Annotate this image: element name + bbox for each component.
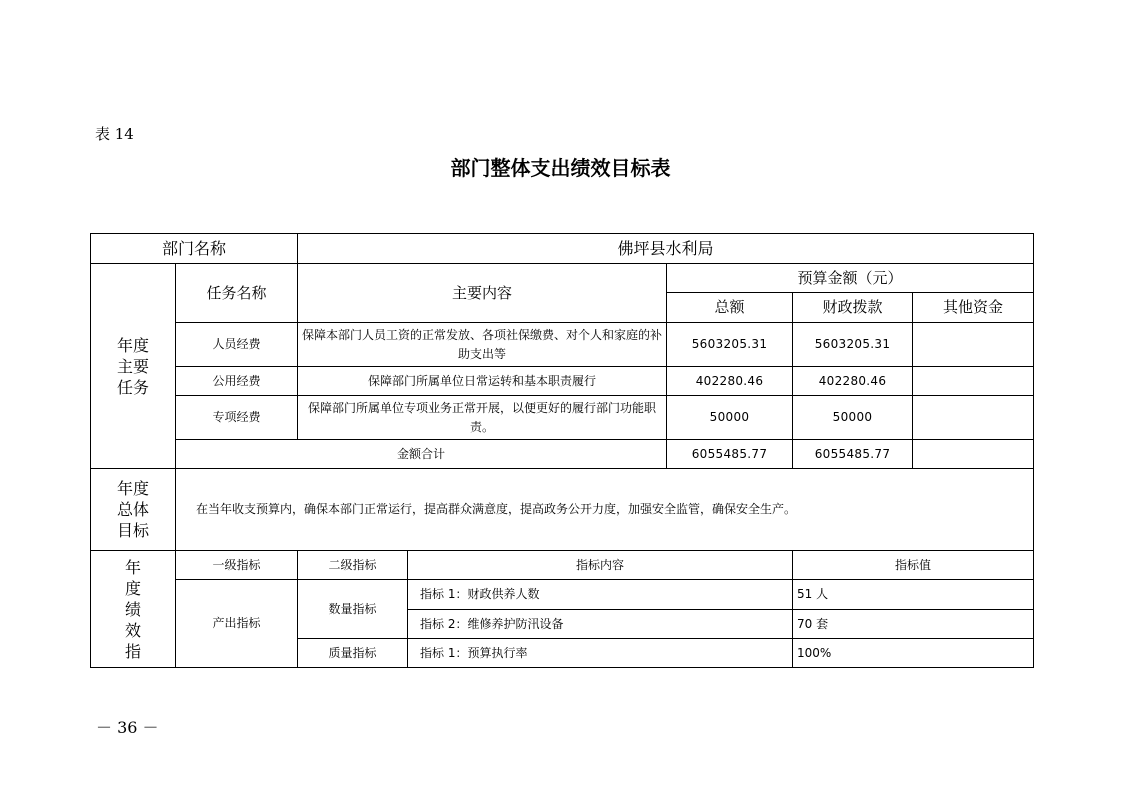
overall-goal-row bbox=[91, 469, 1034, 551]
task-other bbox=[913, 367, 1034, 396]
indicator-content: 指标 1：预算执行率 bbox=[408, 639, 793, 668]
page-title: 部门整体支出绩效目标表 bbox=[450, 156, 671, 180]
sum-row bbox=[91, 440, 1034, 469]
table-row bbox=[91, 367, 1034, 396]
other-funds-header: 其他资金 bbox=[913, 293, 1034, 323]
task-fiscal: 5603205.31 bbox=[793, 323, 913, 367]
level2-indicator: 数量指标 bbox=[298, 580, 408, 639]
level1-indicator-header: 一级指标 bbox=[176, 551, 298, 580]
total-header: 总额 bbox=[667, 293, 793, 323]
overall-goal-text: 在当年收支预算内，确保本部门正常运行，提高群众满意度，提高政务公开力度，加强安全监管，确保安全生产。 bbox=[176, 469, 1034, 551]
performance-target-table bbox=[90, 233, 1034, 668]
budget-amount-header: 预算金额（元） bbox=[667, 264, 1034, 293]
annual-tasks-row-label: 年度 主要 任务 bbox=[91, 264, 176, 469]
sum-label: 金额合计 bbox=[176, 440, 667, 469]
level2-indicator-header: 二级指标 bbox=[298, 551, 408, 580]
tasks-header-row bbox=[91, 264, 1034, 293]
sum-total: 6055485.77 bbox=[667, 440, 793, 469]
table-row bbox=[91, 396, 1034, 440]
page-number: － 36 － bbox=[96, 718, 159, 737]
indicator-value: 70 套 bbox=[793, 610, 1034, 639]
indicator-content: 指标 2：维修养护防汛设备 bbox=[408, 610, 793, 639]
table-number-label: 表 14 bbox=[95, 125, 134, 143]
table-row bbox=[91, 580, 1034, 610]
department-row bbox=[91, 234, 1034, 264]
performance-indicators-row-label: 年 度 绩 效 指 bbox=[91, 551, 176, 668]
task-other bbox=[913, 396, 1034, 440]
task-total: 402280.46 bbox=[667, 367, 793, 396]
sum-fiscal: 6055485.77 bbox=[793, 440, 913, 469]
main-content-header: 主要内容 bbox=[298, 264, 667, 323]
level1-indicator: 产出指标 bbox=[176, 580, 298, 668]
task-name-header: 任务名称 bbox=[176, 264, 298, 323]
department-name-label: 部门名称 bbox=[91, 234, 298, 264]
task-total: 50000 bbox=[667, 396, 793, 440]
indicator-value: 51 人 bbox=[793, 580, 1034, 610]
table-row bbox=[91, 323, 1034, 367]
task-content: 保障部门所属单位专项业务正常开展，以便更好的履行部门功能职责。 bbox=[298, 396, 667, 440]
indicator-value-header: 指标值 bbox=[793, 551, 1034, 580]
task-name: 公用经费 bbox=[176, 367, 298, 396]
indicator-value: 100% bbox=[793, 639, 1034, 668]
task-content: 保障部门所属单位日常运转和基本职责履行 bbox=[298, 367, 667, 396]
task-total: 5603205.31 bbox=[667, 323, 793, 367]
task-content: 保障本部门人员工资的正常发放、各项社保缴费、对个人和家庭的补助支出等 bbox=[298, 323, 667, 367]
task-fiscal: 402280.46 bbox=[793, 367, 913, 396]
level2-indicator: 质量指标 bbox=[298, 639, 408, 668]
indicator-content: 指标 1：财政供养人数 bbox=[408, 580, 793, 610]
overall-goal-row-label: 年度 总体 目标 bbox=[91, 469, 176, 551]
task-name: 专项经费 bbox=[176, 396, 298, 440]
indicators-header-row bbox=[91, 551, 1034, 580]
task-name: 人员经费 bbox=[176, 323, 298, 367]
indicator-content-header: 指标内容 bbox=[408, 551, 793, 580]
department-name-value: 佛坪县水利局 bbox=[298, 234, 1034, 264]
fiscal-allocation-header: 财政拨款 bbox=[793, 293, 913, 323]
task-fiscal: 50000 bbox=[793, 396, 913, 440]
task-other bbox=[913, 323, 1034, 367]
sum-other bbox=[913, 440, 1034, 469]
